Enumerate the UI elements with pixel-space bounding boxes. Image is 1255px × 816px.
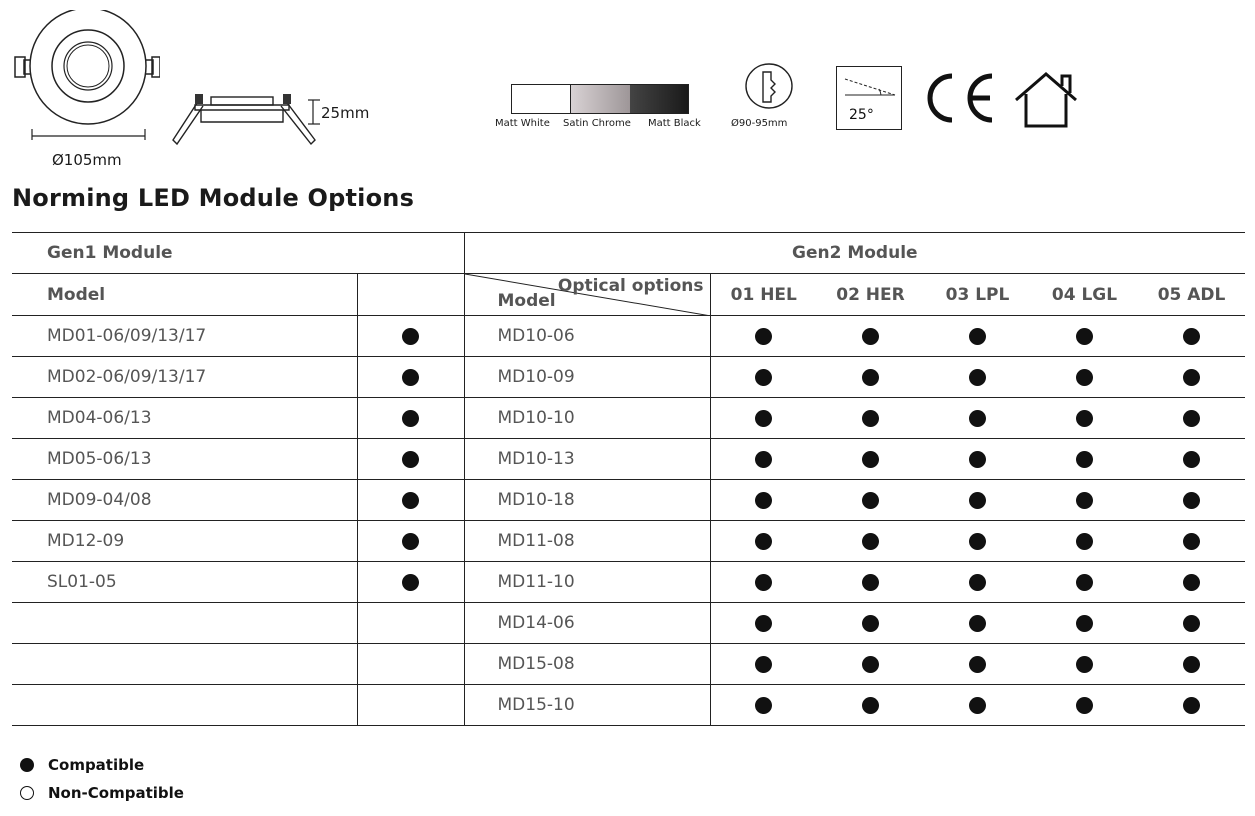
compatible-dot-icon xyxy=(969,656,986,673)
gen2-diagonal-header xyxy=(464,274,710,316)
compatible-dot-icon xyxy=(862,656,879,673)
optical-options-header: Optical options xyxy=(557,276,704,296)
table-row xyxy=(12,521,1245,562)
compatible-dot-icon xyxy=(1183,697,1200,714)
optic-compat-cell xyxy=(817,521,924,562)
table-row xyxy=(12,603,1245,644)
optic-compat-cell xyxy=(817,439,924,480)
optic-compat-cell xyxy=(817,316,924,357)
compatible-dot-icon xyxy=(862,369,879,386)
optic-compat-cell xyxy=(817,685,924,726)
gen2-model-cell: MD11-08 xyxy=(464,521,710,562)
compatible-dot-icon xyxy=(1183,533,1200,550)
gen1-compat-cell xyxy=(357,603,464,644)
optic-compat-cell xyxy=(710,480,817,521)
compatible-dot-icon xyxy=(402,328,419,345)
compatible-dot-icon xyxy=(1183,615,1200,632)
gen1-model-cell: MD09-04/08 xyxy=(12,480,357,521)
compatible-dot-icon xyxy=(755,574,772,591)
gen1-compat-cell xyxy=(357,357,464,398)
compatible-dot-icon xyxy=(755,615,772,632)
compatible-dot-icon xyxy=(969,574,986,591)
gen1-compat-cell xyxy=(357,480,464,521)
compatible-dot-icon xyxy=(862,697,879,714)
optic-compat-cell xyxy=(924,398,1031,439)
table-row xyxy=(12,644,1245,685)
compatible-dot-icon xyxy=(969,410,986,427)
gen1-model-header: Model xyxy=(12,274,357,316)
compatible-dot-icon xyxy=(755,328,772,345)
compatible-dot-icon xyxy=(1076,574,1093,591)
compatible-dot-icon xyxy=(969,328,986,345)
product-top-view-drawing xyxy=(10,10,160,140)
gen1-compat-cell xyxy=(357,562,464,603)
swatch-matt-black xyxy=(630,85,688,113)
gen1-model-cell: MD01-06/09/13/17 xyxy=(12,316,357,357)
compatible-dot-icon xyxy=(402,451,419,468)
optic-compat-cell xyxy=(1138,685,1245,726)
optic-compat-cell xyxy=(817,398,924,439)
compatible-dot-icon xyxy=(755,492,772,509)
gen2-model-cell: MD10-09 xyxy=(464,357,710,398)
page-title: Norming LED Module Options xyxy=(12,184,415,212)
swatch-matt-white xyxy=(512,85,571,113)
table-row xyxy=(12,398,1245,439)
finish-label-black: Matt Black xyxy=(648,118,701,129)
optic-compat-cell xyxy=(924,603,1031,644)
compatible-dot-icon xyxy=(1183,369,1200,386)
optic-compat-cell xyxy=(924,562,1031,603)
gen2-model-cell: MD10-10 xyxy=(464,398,710,439)
compatible-dot-icon xyxy=(969,615,986,632)
optic-compat-cell xyxy=(1031,439,1138,480)
compatible-dot-icon xyxy=(1183,328,1200,345)
optic-compat-cell xyxy=(817,603,924,644)
compatible-dot-icon xyxy=(969,451,986,468)
table-row xyxy=(12,685,1245,726)
legend-compatible-label: Compatible xyxy=(48,756,145,774)
compatible-dot-icon xyxy=(402,369,419,386)
compatible-dot-icon xyxy=(1076,533,1093,550)
compatible-dot-icon xyxy=(969,369,986,386)
gen1-model-cell: MD05-06/13 xyxy=(12,439,357,480)
compatible-dot-icon xyxy=(862,574,879,591)
gen1-model-cell: MD12-09 xyxy=(12,521,357,562)
gen1-title: Gen1 Module xyxy=(12,233,464,274)
finish-swatches xyxy=(511,84,689,114)
gen2-model-cell: MD10-13 xyxy=(464,439,710,480)
optic-compat-cell xyxy=(924,316,1031,357)
gen1-model-cell xyxy=(12,644,357,685)
compatible-dot-icon xyxy=(1183,492,1200,509)
optic-compat-cell xyxy=(1138,398,1245,439)
compatible-dot-icon xyxy=(755,656,772,673)
optic-compat-cell xyxy=(1031,521,1138,562)
compatible-dot-icon xyxy=(862,615,879,632)
compatible-dot-icon xyxy=(862,492,879,509)
height-dimension: 25mm xyxy=(321,104,370,122)
optic-compat-cell xyxy=(817,562,924,603)
compatible-dot-icon xyxy=(755,369,772,386)
tilt-angle-icon xyxy=(837,67,901,107)
swatch-satin-chrome xyxy=(571,85,629,113)
optic-compat-cell xyxy=(710,685,817,726)
compatible-dot-icon xyxy=(969,533,986,550)
optic-compat-cell xyxy=(1031,398,1138,439)
compatible-dot-icon xyxy=(755,410,772,427)
empty-dot-icon xyxy=(20,786,34,800)
compatible-dot-icon xyxy=(862,410,879,427)
gen1-compat-header xyxy=(357,274,464,316)
finish-label-white: Matt White xyxy=(495,118,550,129)
optic-compat-cell xyxy=(1138,521,1245,562)
optic-compat-cell xyxy=(1031,685,1138,726)
compatible-dot-icon xyxy=(1076,410,1093,427)
compatible-dot-icon xyxy=(1076,656,1093,673)
compatible-dot-icon xyxy=(402,492,419,509)
optic-compat-cell xyxy=(710,603,817,644)
legend-compatible xyxy=(20,756,144,774)
compatible-dot-icon xyxy=(755,533,772,550)
gen1-compat-cell xyxy=(357,644,464,685)
optic-compat-cell xyxy=(924,357,1031,398)
optic-compat-cell xyxy=(1031,603,1138,644)
compatible-dot-icon xyxy=(1076,492,1093,509)
table-row xyxy=(12,439,1245,480)
tilt-angle: 25° xyxy=(849,107,874,123)
optic-compat-cell xyxy=(924,439,1031,480)
gen1-compat-cell xyxy=(357,439,464,480)
compatible-dot-icon xyxy=(862,328,879,345)
gen1-compat-cell xyxy=(357,685,464,726)
optic-compat-cell xyxy=(1138,480,1245,521)
optic-compat-cell xyxy=(1138,603,1245,644)
table-column-header-row xyxy=(12,274,1245,316)
optic-col-04: 04 LGL xyxy=(1031,274,1138,316)
gen1-model-cell: MD02-06/09/13/17 xyxy=(12,357,357,398)
legend-non-compatible-label: Non-Compatible xyxy=(48,784,184,802)
optic-compat-cell xyxy=(1031,316,1138,357)
gen2-model-cell: MD10-06 xyxy=(464,316,710,357)
table-group-header-row xyxy=(12,233,1245,274)
gen1-compat-cell xyxy=(357,398,464,439)
filled-dot-icon xyxy=(20,758,34,772)
diameter-dimension: Ø105mm xyxy=(52,151,122,169)
optic-compat-cell xyxy=(710,562,817,603)
compatible-dot-icon xyxy=(1076,697,1093,714)
optic-compat-cell xyxy=(817,644,924,685)
optic-compat-cell xyxy=(817,357,924,398)
gen2-title: Gen2 Module xyxy=(464,233,1245,274)
optic-compat-cell xyxy=(1138,644,1245,685)
optic-col-03: 03 LPL xyxy=(924,274,1031,316)
table-row xyxy=(12,357,1245,398)
cutout-icon xyxy=(743,62,795,112)
gen2-model-cell: MD15-08 xyxy=(464,644,710,685)
compatible-dot-icon xyxy=(1183,410,1200,427)
gen2-model-cell: MD11-10 xyxy=(464,562,710,603)
optic-col-05: 05 ADL xyxy=(1138,274,1245,316)
gen2-model-cell: MD14-06 xyxy=(464,603,710,644)
optic-compat-cell xyxy=(710,521,817,562)
compatible-dot-icon xyxy=(862,533,879,550)
optic-compat-cell xyxy=(1138,357,1245,398)
optic-compat-cell xyxy=(710,357,817,398)
optic-compat-cell xyxy=(1031,562,1138,603)
optic-col-02: 02 HER xyxy=(817,274,924,316)
module-options-table xyxy=(12,232,1245,726)
indoor-use-house-icon xyxy=(1012,70,1084,130)
compatible-dot-icon xyxy=(969,492,986,509)
optic-compat-cell xyxy=(817,480,924,521)
cutout-size: Ø90-95mm xyxy=(731,118,788,129)
optic-compat-cell xyxy=(1138,316,1245,357)
optic-compat-cell xyxy=(710,316,817,357)
optic-compat-cell xyxy=(1031,644,1138,685)
optic-compat-cell xyxy=(1138,562,1245,603)
legend-non-compatible xyxy=(20,784,184,802)
optic-compat-cell xyxy=(1031,357,1138,398)
ce-mark-icon xyxy=(918,70,998,126)
optic-compat-cell xyxy=(924,644,1031,685)
optic-compat-cell xyxy=(710,644,817,685)
optic-compat-cell xyxy=(924,685,1031,726)
compatible-dot-icon xyxy=(1183,451,1200,468)
compatible-dot-icon xyxy=(1076,615,1093,632)
compatible-dot-icon xyxy=(1183,656,1200,673)
gen1-compat-cell xyxy=(357,316,464,357)
product-side-view-drawing xyxy=(165,88,325,150)
gen1-model-cell xyxy=(12,603,357,644)
compatible-dot-icon xyxy=(755,451,772,468)
compatible-dot-icon xyxy=(969,697,986,714)
optic-compat-cell xyxy=(710,398,817,439)
table-row xyxy=(12,562,1245,603)
gen2-model-cell: MD15-10 xyxy=(464,685,710,726)
compatible-dot-icon xyxy=(1076,451,1093,468)
compatible-dot-icon xyxy=(402,574,419,591)
compatible-dot-icon xyxy=(1076,369,1093,386)
gen2-model-cell: MD10-18 xyxy=(464,480,710,521)
compatible-dot-icon xyxy=(1183,574,1200,591)
compatible-dot-icon xyxy=(1076,328,1093,345)
tilt-icon xyxy=(836,66,902,130)
gen2-model-header: Model xyxy=(497,291,556,311)
compatible-dot-icon xyxy=(755,697,772,714)
table-row xyxy=(12,480,1245,521)
optic-compat-cell xyxy=(1138,439,1245,480)
optic-compat-cell xyxy=(710,439,817,480)
compatible-dot-icon xyxy=(402,533,419,550)
table-row xyxy=(12,316,1245,357)
optic-compat-cell xyxy=(924,521,1031,562)
optic-compat-cell xyxy=(924,480,1031,521)
compatible-dot-icon xyxy=(862,451,879,468)
gen1-model-cell: MD04-06/13 xyxy=(12,398,357,439)
optic-compat-cell xyxy=(1031,480,1138,521)
gen1-model-cell: SL01-05 xyxy=(12,562,357,603)
finish-label-chrome: Satin Chrome xyxy=(563,118,631,129)
compatible-dot-icon xyxy=(402,410,419,427)
gen1-compat-cell xyxy=(357,521,464,562)
optic-col-01: 01 HEL xyxy=(710,274,817,316)
gen1-model-cell xyxy=(12,685,357,726)
